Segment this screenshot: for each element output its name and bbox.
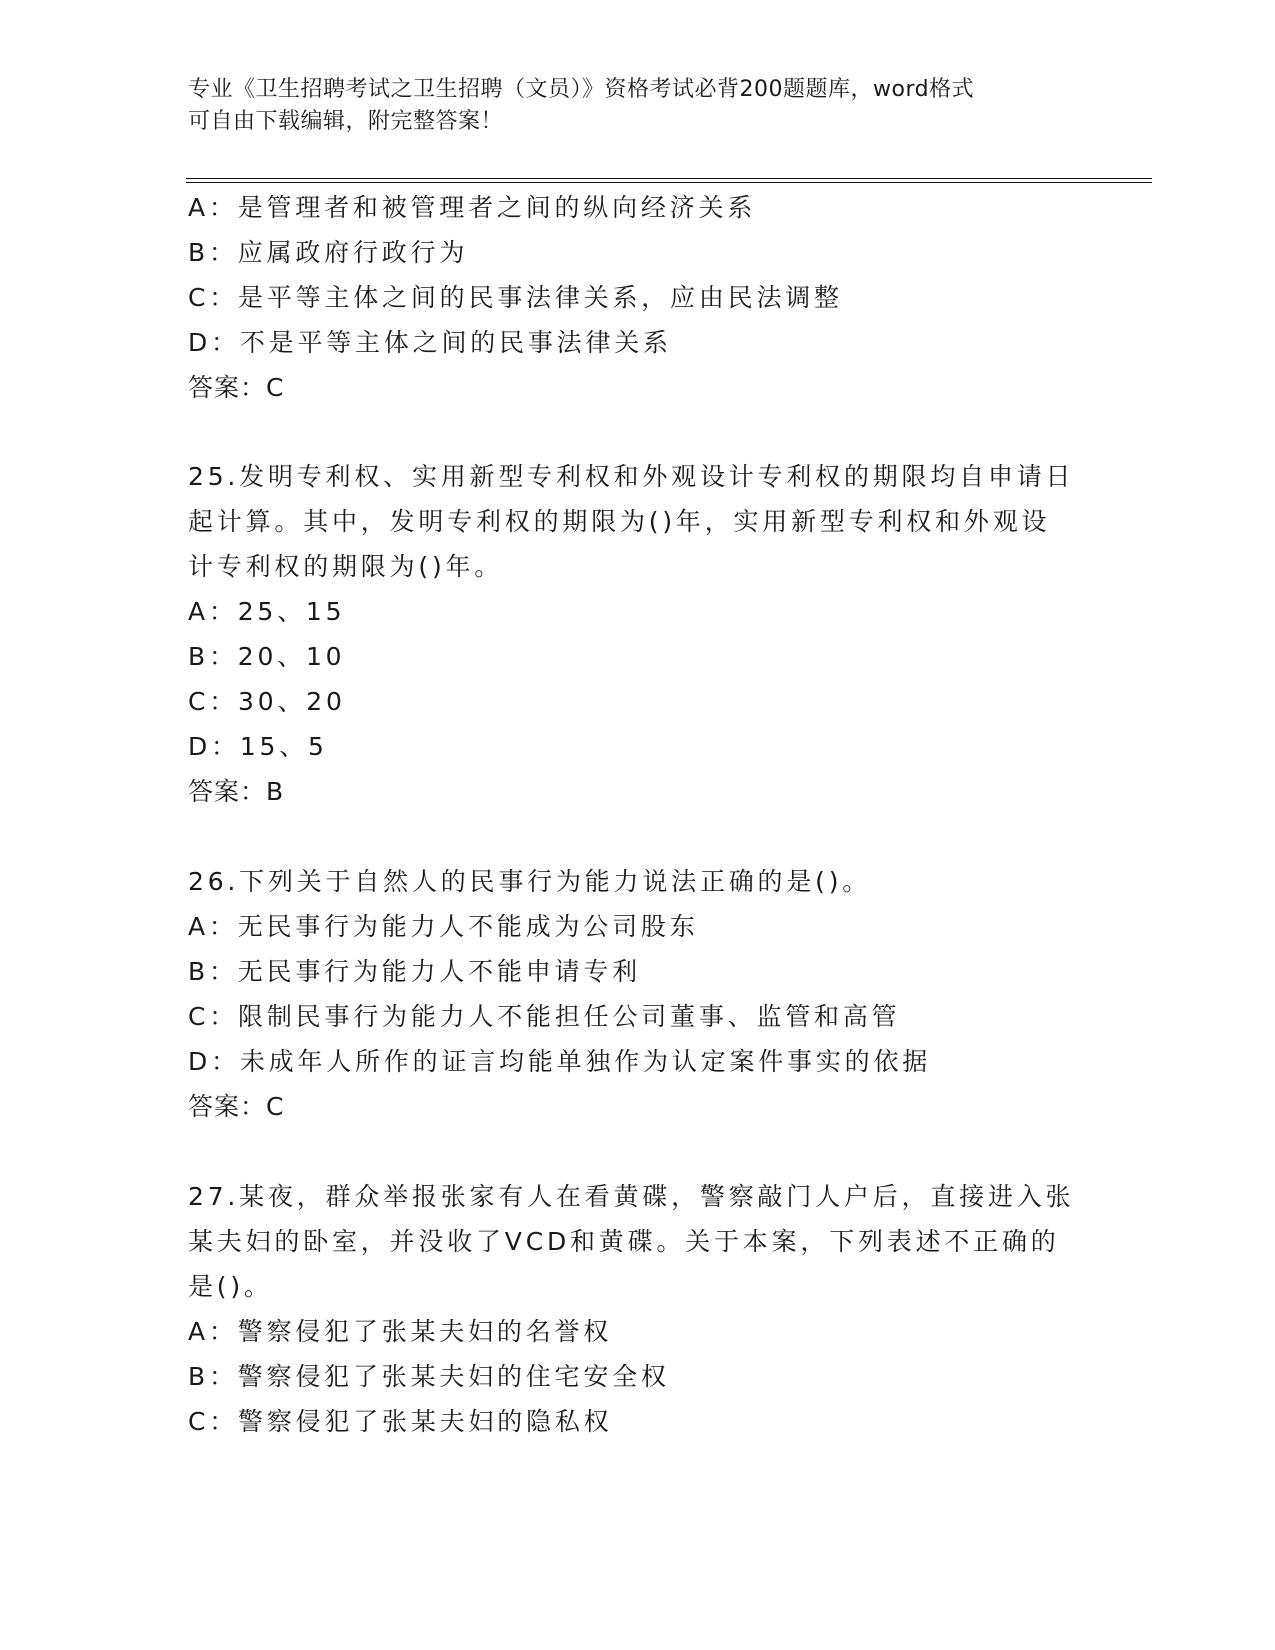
header-line-1: 专业《卫生招聘考试之卫生招聘（文员）》资格考试必背200题题库，word格式 [188,77,975,102]
q24-option-b: B：应属政府行政行为 [188,238,469,267]
q25-option-c: C：30、20 [188,687,346,716]
q25-stem-line-3: 计专利权的期限为()年。 [188,552,504,581]
header-rule-top [186,178,1152,179]
header-line-2: 可自由下载编辑，附完整答案！ [188,109,504,134]
q25-option-a: A：25、15 [188,597,346,626]
q25-stem-line-1: 25.发明专利权、实用新型专利权和外观设计专利权的期限均自申请日 [188,462,1075,491]
q27-option-c: C：警察侵犯了张某夫妇的隐私权 [188,1407,613,1436]
q25-answer: 答案：B [188,777,285,806]
q24-option-c: C：是平等主体之间的民事法律关系，应由民法调整 [188,283,843,312]
q27-stem-line-1: 27.某夜，群众举报张家有人在看黄碟，警察敲门人户后，直接进入张 [188,1182,1075,1211]
q26-stem-line-1: 26.下列关于自然人的民事行为能力说法正确的是()。 [188,867,872,896]
q27-option-a: A：警察侵犯了张某夫妇的名誉权 [188,1317,613,1346]
q25-stem-line-2: 起计算。其中，发明专利权的期限为()年，实用新型专利权和外观设 [188,507,1051,536]
q26-option-b: B：无民事行为能力人不能申请专利 [188,957,641,986]
q25-option-d: D：15、5 [188,732,328,761]
q26-option-a: A：无民事行为能力人不能成为公司股东 [188,912,699,941]
q27-option-b: B：警察侵犯了张某夫妇的住宅安全权 [188,1362,670,1391]
header-rule-bottom [186,182,1152,183]
q24-option-d: D：不是平等主体之间的民事法律关系 [188,328,672,357]
q24-answer: 答案：C [188,373,285,402]
q26-answer: 答案：C [188,1092,285,1121]
q26-option-d: D：未成年人所作的证言均能单独作为认定案件事实的依据 [188,1047,932,1076]
q24-option-a: A：是管理者和被管理者之间的纵向经济关系 [188,193,757,222]
q27-stem-line-2: 某夫妇的卧室，并没收了VCD和黄碟。关于本案，下列表述不正确的 [188,1227,1060,1256]
q25-option-b: B：20、10 [188,642,346,671]
q26-option-c: C：限制民事行为能力人不能担任公司董事、监管和高管 [188,1002,901,1031]
document-header [188,74,1088,138]
q27-stem-line-3: 是()。 [188,1272,273,1301]
